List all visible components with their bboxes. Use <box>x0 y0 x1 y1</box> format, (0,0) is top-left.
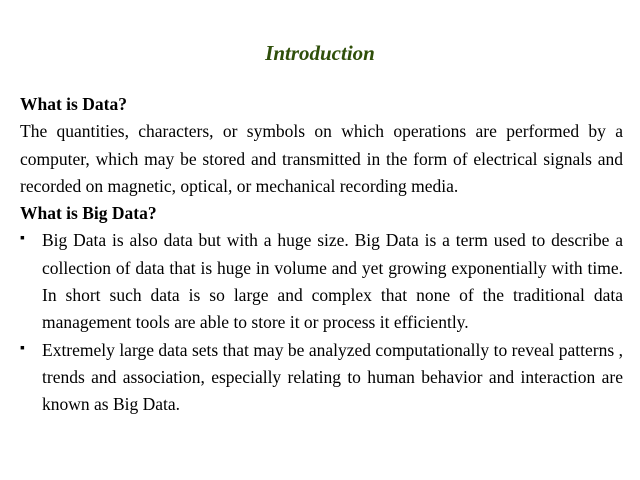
bullet-text: Extremely large data sets that may be analyzed computationally to reveal patterns , trends and association, especially relating to human behavior and interaction are known as Big Data. <box>42 339 623 415</box>
section-heading-data: What is Data? <box>20 94 127 114</box>
bullet-item <box>20 227 623 336</box>
slide-title: Introduction <box>265 41 375 65</box>
slide-content <box>20 91 623 419</box>
square-bullet-icon: ▪ <box>20 340 25 356</box>
square-bullet-icon: ▪ <box>20 231 25 247</box>
bullet-text: Big Data is also data but with a huge size. Big Data is a term used to describe a collection of data that is huge in volume and yet growing exponentially with time. In short such data is so large and complex that none of the traditional data management tools are able to store it or process it efficiently. <box>42 230 623 333</box>
bullet-item <box>20 337 623 419</box>
section-heading-big-data: What is Big Data? <box>20 203 157 224</box>
big-data-bullet-list <box>20 227 623 418</box>
data-definition-paragraph: The quantities, characters, or symbols on which operations are performed by a computer, which may be stored and transmitted in the form of electrical signals and recorded on magnetic, optical, or mechanical recording media. <box>20 121 623 196</box>
